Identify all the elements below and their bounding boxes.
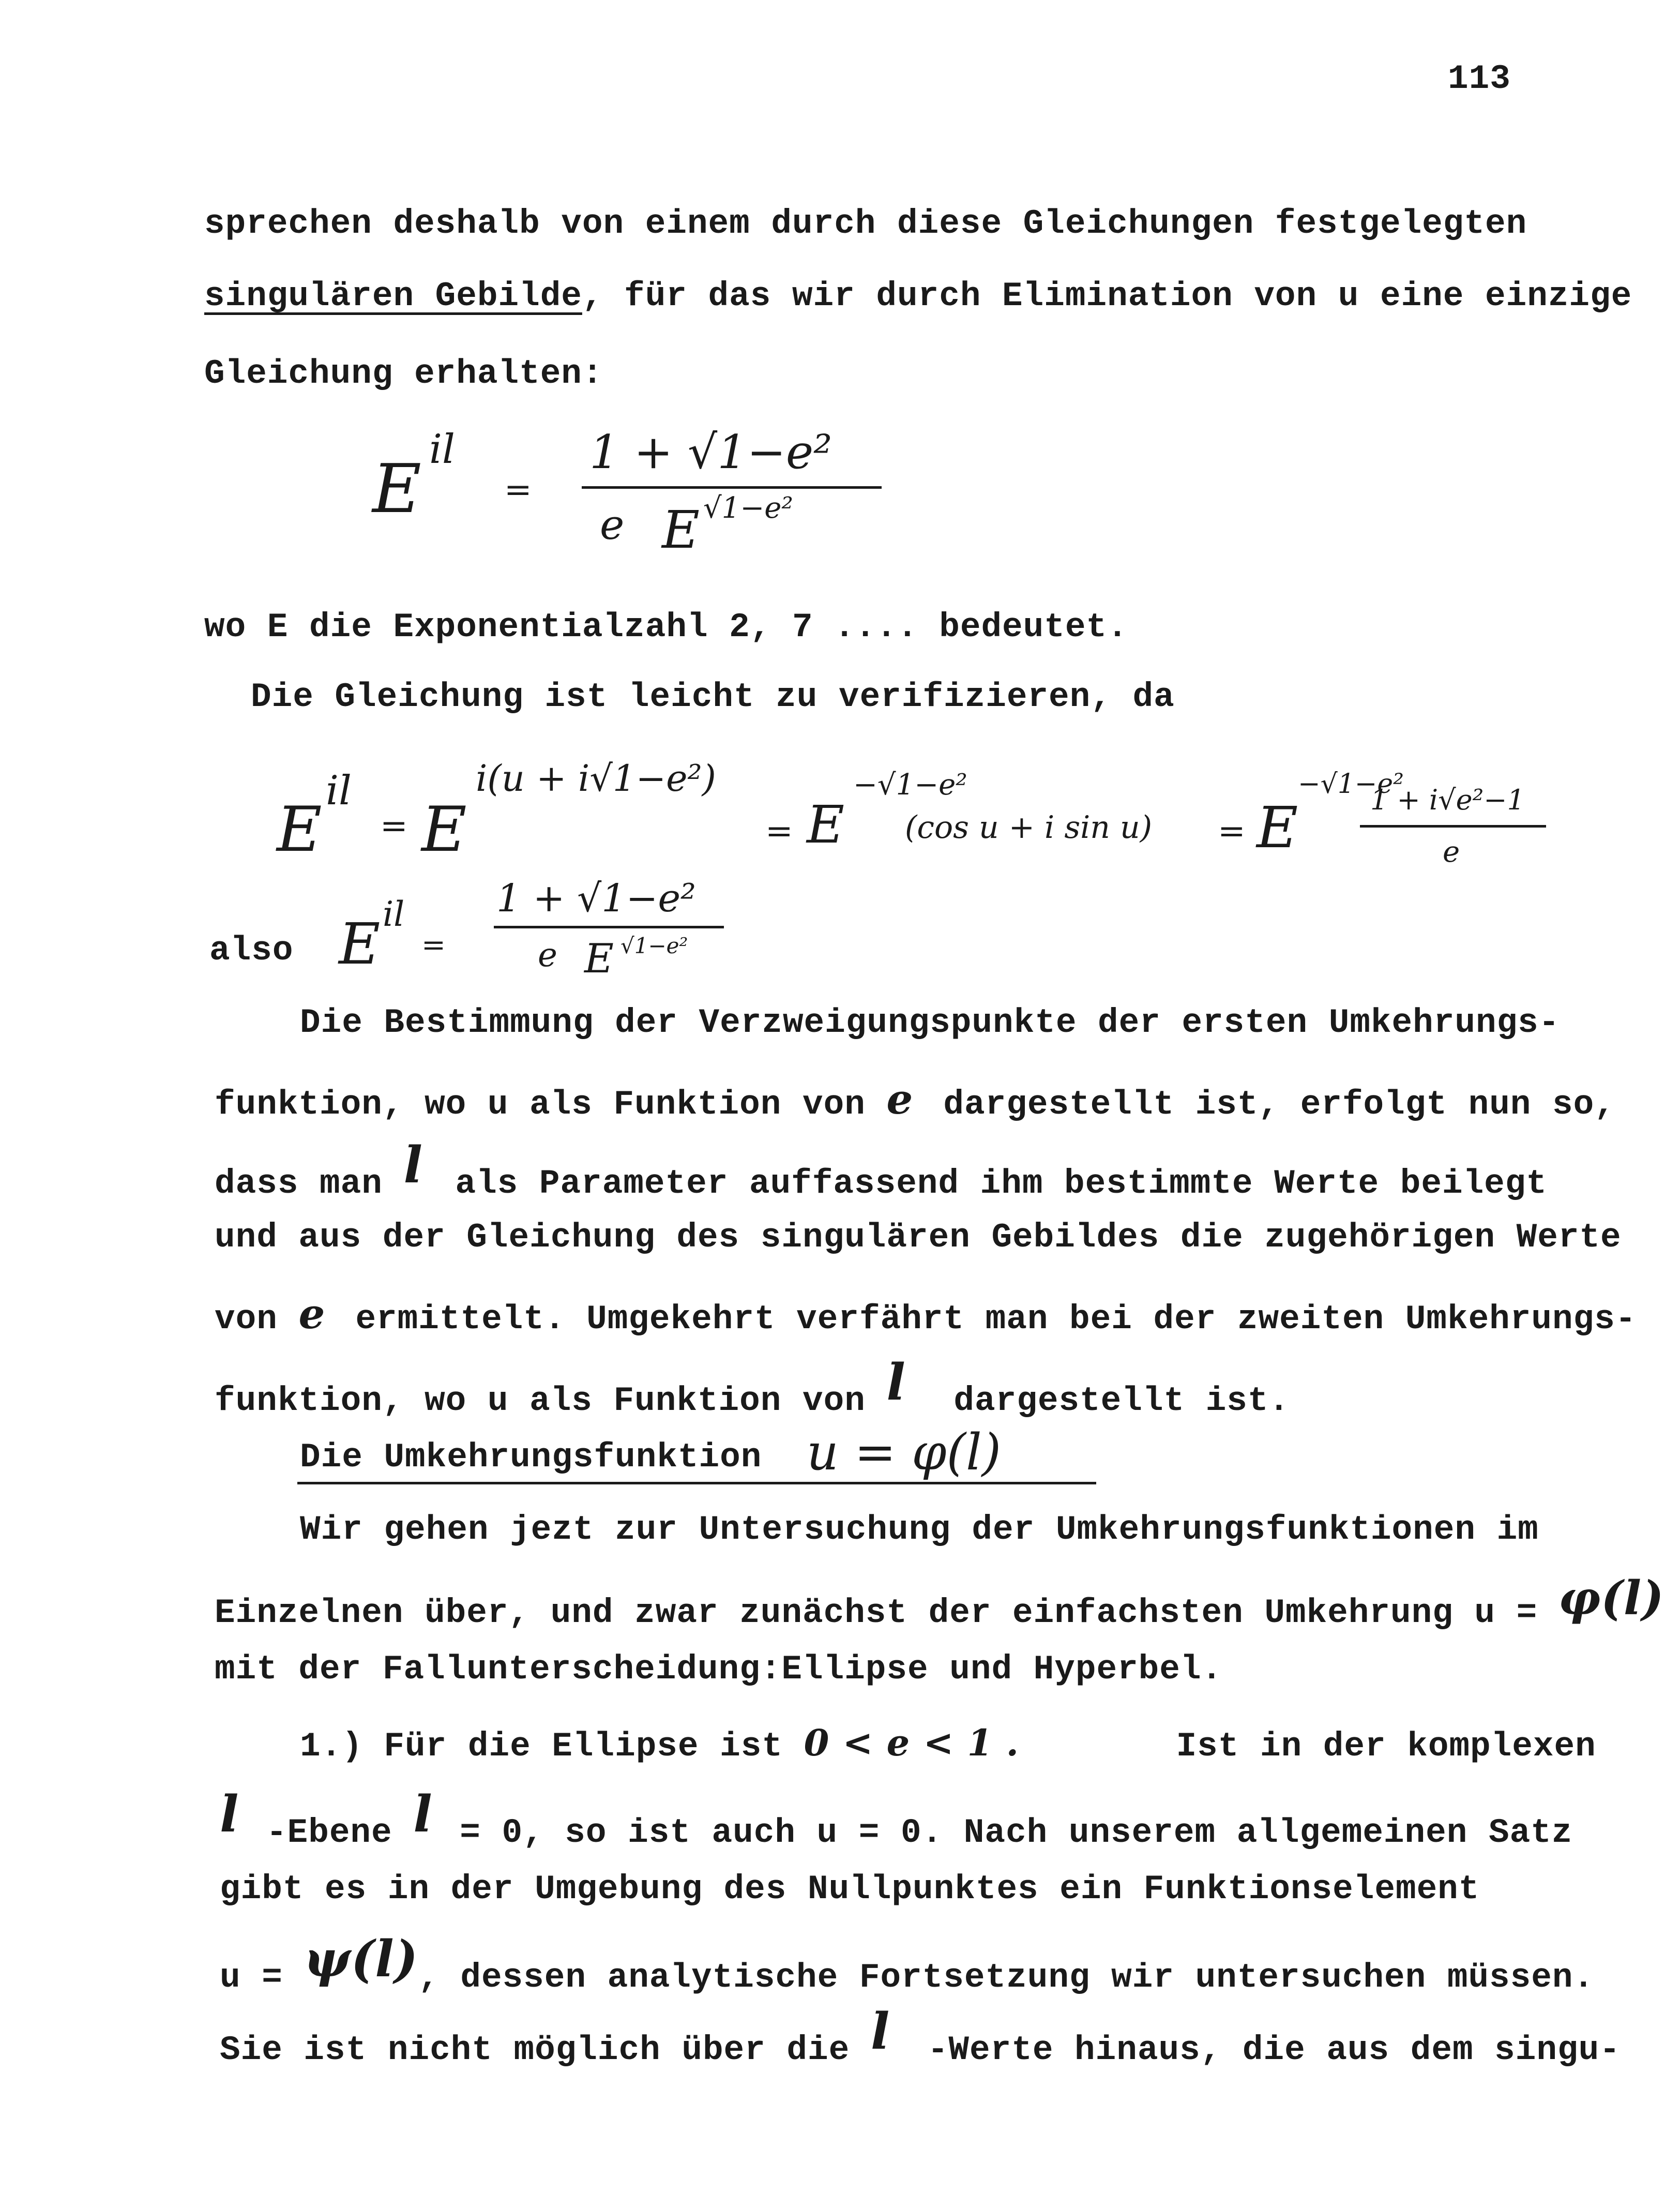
formula-exponent: −√1−e² xyxy=(853,768,967,802)
formula-symbol: E xyxy=(1257,794,1298,861)
text-run: funktion, wo u als Funktion von xyxy=(215,1381,866,1420)
text-line: gibt es in der Umgebung des Nullpunktes ein Funktionselement xyxy=(220,1870,1480,1909)
text-run: ermittelt. Umgekehrt verfährt man bei der zweiten Umkehrungs- xyxy=(355,1300,1637,1339)
formula-exponent: √1−e² xyxy=(620,933,688,958)
formula-denominator: E xyxy=(662,500,700,560)
formula-symbol: E xyxy=(807,794,844,855)
handwritten-variable: l xyxy=(403,1136,423,1194)
handwritten-variable: l xyxy=(870,2002,890,2061)
handwritten-inequality: 0 < e < 1 . xyxy=(804,1721,1020,1764)
handwritten-formula: ψ(l) xyxy=(304,1930,419,1988)
text-line: Die Bestimmung der Verzweigungspunkte der ersten Umkehrungs- xyxy=(300,1003,1560,1042)
formula-symbol: E xyxy=(372,449,421,528)
text-run: dargestellt ist, erfolgt nun so, xyxy=(943,1085,1615,1124)
formula-term: (cos u + i sin u) xyxy=(905,809,1153,846)
formula-denominator: e xyxy=(538,936,557,974)
text-run: dargestellt ist. xyxy=(953,1381,1290,1420)
text-line: Gleichung erhalten: xyxy=(204,354,603,393)
formula-equals: = xyxy=(765,812,793,850)
text-line: sprechen deshalb von einem durch diese Gleichungen festgelegten xyxy=(204,204,1527,243)
text-run: von xyxy=(215,1300,278,1339)
formula-exponent: √1−e² xyxy=(703,491,793,525)
text-line xyxy=(220,1930,1595,1997)
formula-denominator: E xyxy=(584,936,614,982)
handwritten-variable: e xyxy=(886,1075,914,1123)
text-run: -Ebene xyxy=(266,1813,392,1852)
text-line: also xyxy=(209,931,294,970)
text-line xyxy=(220,2002,1621,2069)
handwritten-variable: l xyxy=(413,1785,433,1843)
text-line xyxy=(300,1721,1596,1766)
text-line: Die Gleichung ist leicht zu verifizieren, da xyxy=(251,678,1175,716)
text-line xyxy=(215,1289,1637,1339)
formula-exponent: −√1−e² xyxy=(1298,769,1404,800)
formula-symbol: E xyxy=(277,794,322,866)
underlined-term: singulären Gebilde xyxy=(204,277,582,316)
text-line xyxy=(220,1785,1573,1852)
fraction-bar xyxy=(494,926,724,928)
formula-equals: = xyxy=(504,471,532,509)
heading-label: Die Umkehrungsfunktion xyxy=(300,1438,762,1477)
text-run: dass man xyxy=(215,1164,383,1203)
text-run: u = xyxy=(220,1958,283,1997)
text-run: , dessen analytische Fortsetzung wir untersuchen müssen. xyxy=(418,1958,1595,1997)
text-line: Wir gehen jezt zur Untersuchung der Umkehrungsfunktionen im xyxy=(300,1510,1539,1549)
text-run: als Parameter auffassend ihm bestimmte Werte beilegt xyxy=(455,1164,1548,1203)
handwritten-variable: l xyxy=(886,1353,906,1411)
text-run: -Werte hinaus, die aus dem singu- xyxy=(927,2031,1621,2069)
text-run: = 0, so ist auch u = 0. Nach unserem allgemeinen Satz xyxy=(460,1813,1573,1852)
handwritten-variable: e xyxy=(298,1289,326,1338)
formula-equals: = xyxy=(421,928,446,962)
page-number: 113 xyxy=(1448,59,1511,98)
text-line xyxy=(215,1571,1664,1632)
heading-formula: u = φ(l) xyxy=(807,1423,1002,1481)
formula-denominator: e xyxy=(1443,835,1460,869)
formula-equals: = xyxy=(1218,812,1246,850)
formula-exponent: i(u + i√1−e²) xyxy=(476,757,716,800)
text-line xyxy=(204,277,1632,316)
fraction-bar xyxy=(582,486,882,489)
text-line: und aus der Gleichung des singulären Gebildes die zugehörigen Werte xyxy=(215,1218,1622,1257)
formula-exponent: il xyxy=(326,768,352,814)
handwritten-variable: l xyxy=(220,1785,239,1843)
text-run: , für das wir durch Elimination von u eine einzige xyxy=(582,277,1632,316)
formula-symbol: E xyxy=(421,794,467,866)
fraction-bar xyxy=(1360,825,1546,828)
text-run: Ist in der komplexen xyxy=(1176,1727,1596,1766)
text-run: Einzelnen über, und zwar zunächst der einfachsten Umkehrung u = xyxy=(215,1594,1538,1632)
text-run: funktion, wo u als Funktion von xyxy=(215,1085,866,1124)
formula-denominator: e xyxy=(600,501,625,549)
text-run: 1.) Für die Ellipse ist xyxy=(300,1727,783,1766)
text-line: mit der Fallunterscheidung:Ellipse und Hyperbel. xyxy=(215,1650,1223,1689)
handwritten-formula: φ(l) xyxy=(1558,1571,1664,1626)
formula-exponent: il xyxy=(383,894,405,934)
text-run: Sie ist nicht möglich über die xyxy=(220,2031,850,2069)
heading-underline xyxy=(297,1482,1096,1484)
text-line xyxy=(215,1136,1548,1203)
text-line xyxy=(215,1075,1615,1124)
formula-equals: = xyxy=(380,807,408,845)
formula-numerator: 1 + i√e²−1 xyxy=(1370,784,1525,816)
text-line: wo E die Exponentialzahl 2, 7 .... bedeutet. xyxy=(204,608,1128,647)
text-line xyxy=(215,1353,1290,1420)
formula-numerator: 1 + √1−e² xyxy=(589,425,833,479)
formula-symbol: E xyxy=(339,911,381,977)
formula-exponent: il xyxy=(429,426,455,473)
formula-numerator: 1 + √1−e² xyxy=(496,876,696,921)
